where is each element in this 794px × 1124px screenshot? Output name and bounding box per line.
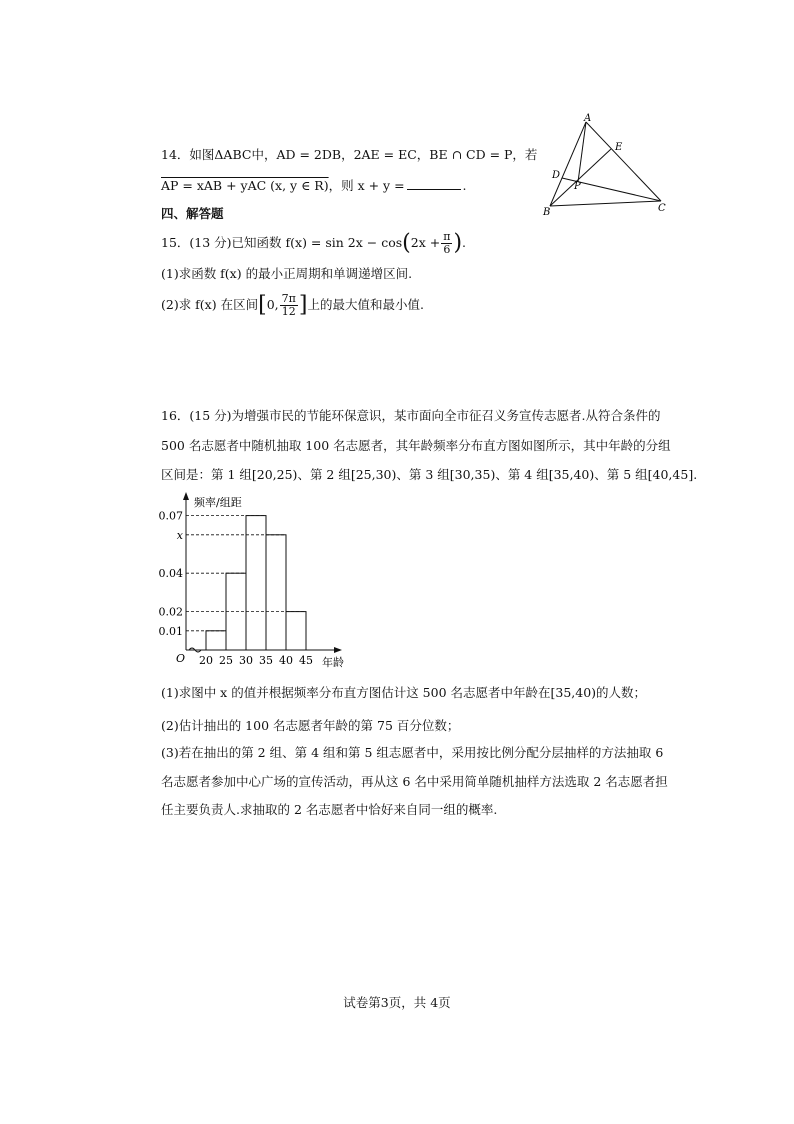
frac-den-2: 12 — [281, 305, 296, 318]
q16-part3-line3: 任主要负责人.求抽取的 2 名志愿者中恰好来自同一组的概率. — [161, 802, 498, 817]
histogram-bar — [246, 516, 266, 650]
histogram-bar — [266, 535, 286, 650]
q15-inner: 2x + — [410, 235, 441, 250]
y-tick-label: 0.04 — [158, 567, 183, 581]
y-tick-label: 0.01 — [158, 624, 183, 638]
q15-part2-suffix: 上的最大值和最小值. — [307, 297, 424, 312]
q16-line2: 500 名志愿者中随机抽取 100 名志愿者，其年龄频率分布直方图如图所示，其中年龄的分组 — [161, 438, 671, 453]
frequency-histogram — [158, 490, 368, 670]
interval-left: 0, — [266, 297, 279, 312]
q15-part2-prefix: (2)求 f(x) 在区间 — [161, 297, 259, 312]
q14-line2 — [161, 178, 467, 194]
y-tick-label: 0.07 — [158, 509, 183, 523]
label-P: P — [574, 181, 581, 192]
q15-part1: (1)求函数 f(x) 的最小正周期和单调递增区间. — [161, 266, 413, 281]
frac-num-2: 7π — [281, 292, 296, 305]
q15-end: . — [462, 235, 467, 250]
origin-label: O — [176, 652, 186, 665]
frac-den: 6 — [443, 243, 451, 256]
q16-part1: (1)求图中 x 的值并根据频率分布直方图估计这 500 名志愿者中年龄在[35,40)的人数； — [161, 685, 647, 700]
y-tick-label: x — [176, 528, 183, 542]
x-tick-label: 30 — [239, 654, 253, 667]
q15-function: 15．(13 分)已知函数 f(x) = sin 2x − cos — [161, 235, 403, 250]
q14-vector-equation: AP = xAB + yAC (x, y ∈ R) — [161, 178, 329, 193]
q14-answer-blank — [407, 178, 461, 190]
q16-line1: 16．(15 分)为增强市民的节能环保意识，某市面向全市征召义务宣传志愿者.从符合条件的 — [161, 408, 661, 423]
x-tick-label: 40 — [279, 654, 293, 667]
page-footer: 试卷第3页，共 4页 — [343, 995, 451, 1010]
q16-line3: 区间是：第 1 组[20,25)、第 2 组[25,30)、第 3 组[30,35)、第 4 组[35,40)、第 5 组[40,45]. — [161, 467, 698, 482]
pi-over-6 — [441, 231, 452, 256]
y-tick-label: 0.02 — [158, 605, 183, 619]
frac-num: π — [443, 230, 451, 243]
close-paren: ) — [453, 230, 463, 256]
label-E: E — [615, 142, 623, 153]
label-B: B — [543, 207, 551, 218]
x-axis-arrow — [334, 647, 342, 653]
section-title: 四、解答题 — [161, 206, 224, 221]
open-bracket: [ — [258, 292, 267, 318]
q16-part3-line2: 名志愿者参加中心广场的宣传活动，再从这 6 名中采用简单随机抽样方法选取 2 名志愿者担 — [161, 774, 668, 789]
q15-line1 — [161, 228, 466, 258]
q16-part2: (2)估计抽出的 100 名志愿者年龄的第 75 百分位数； — [161, 718, 460, 733]
label-D: D — [552, 170, 561, 181]
open-paren: ( — [402, 230, 411, 256]
histogram-bar — [206, 631, 226, 650]
x-tick-label: 25 — [219, 654, 233, 667]
x-tick-label: 20 — [199, 654, 213, 667]
x-tick-label: 45 — [299, 654, 313, 667]
x-axis-label: 年龄 — [322, 656, 344, 669]
y-axis-label: 频率/组距 — [194, 496, 242, 509]
close-bracket: ] — [298, 292, 308, 318]
y-axis-arrow — [183, 492, 189, 500]
q16-part3-line1: (3)若在抽出的第 2 组、第 4 组和第 5 组志愿者中，采用按比例分配分层抽样的方法抽取 6 — [161, 745, 664, 760]
label-A: A — [584, 113, 592, 124]
histogram-bar — [286, 612, 306, 650]
q14-ask: ，则 x + y = — [328, 178, 405, 193]
seven-pi-over-12 — [280, 293, 298, 318]
q14-line1: 14．如图ΔABC中，AD = 2DB，2AE = EC，BE ∩ CD = P，若 — [161, 147, 538, 162]
label-C: C — [658, 203, 666, 214]
x-tick-label: 35 — [259, 654, 273, 667]
triangle-figure — [538, 112, 688, 222]
q15-part2 — [161, 289, 424, 321]
q14-end: . — [462, 178, 467, 193]
